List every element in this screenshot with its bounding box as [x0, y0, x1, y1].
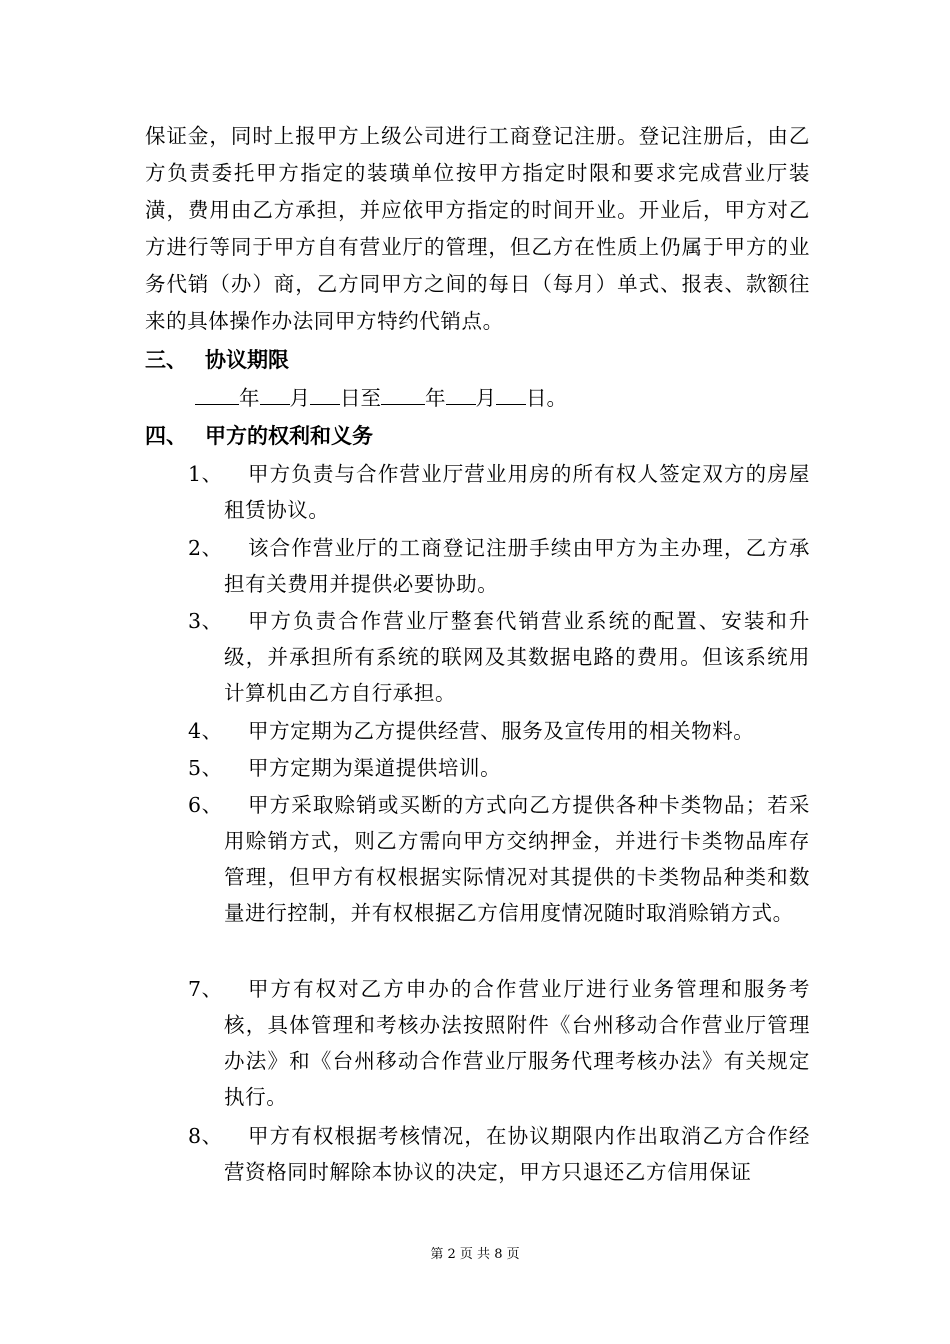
start-day-blank[interactable]	[310, 382, 340, 405]
list-item	[188, 787, 810, 931]
list-item-text: 甲方定期为乙方提供经营、服务及宣传用的相关物料。	[248, 719, 755, 743]
list-item-number: 7、	[188, 977, 223, 1001]
agreement-term-line	[195, 380, 567, 417]
section-4-number: 四、	[145, 424, 187, 448]
start-month-blank[interactable]	[260, 382, 290, 405]
list-item-number: 3、	[188, 609, 223, 633]
list-item-number: 5、	[188, 756, 223, 780]
intro-paragraph: 保证金，同时上报甲方上级公司进行工商登记注册。登记注册后，由乙方负责委托甲方指定的装璜单位按甲方指定时限和要求完成营业厅装潢，费用由乙方承担，并应依甲方指定的时间开业。开业后，甲方对乙方进行等同于甲方自有营业厅的管理，但乙方在性质上仍属于甲方的业务代销（办）商，乙方同甲方之间的每日（每月）单式、报表、款额往来的具体操作办法同甲方特约代销点。	[145, 124, 810, 333]
list-item	[188, 456, 810, 528]
end-month-blank[interactable]	[446, 382, 476, 405]
list-item-text: 该合作营业厅的工商登记注册手续由甲方为主办理，乙方承担有关费用并提供必要协助。	[224, 536, 810, 596]
section-3-number: 三、	[145, 348, 187, 372]
list-item-text: 甲方有权根据考核情况，在协议期限内作出取消乙方合作经营资格同时解除本协议的决定，甲方只退还乙方信用保证	[224, 1124, 810, 1184]
month-label: 月	[289, 386, 310, 410]
list-item-number: 6、	[188, 793, 223, 817]
day-to-label: 日至	[340, 386, 381, 410]
end-year-blank[interactable]	[381, 382, 425, 405]
list-item-number: 1、	[188, 462, 223, 486]
list-item	[188, 713, 810, 749]
list-item-number: 4、	[188, 719, 223, 743]
list-item-number: 2、	[188, 536, 223, 560]
list-item	[188, 530, 810, 602]
list-item-text: 甲方有权对乙方申办的合作营业厅进行业务管理和服务考核，具体管理和考核办法按照附件《台州移动合作营业厅管理办法》和《台州移动合作营业厅服务代理考核办法》有关规定执行。	[224, 977, 810, 1109]
page-footer: 第 2 页 共 8 页	[430, 1247, 520, 1262]
list-item-text: 甲方负责与合作营业厅营业用房的所有权人签定双方的房屋租赁协议。	[224, 462, 810, 522]
list-item	[188, 971, 810, 1115]
list-item-text: 甲方采取赊销或买断的方式向乙方提供各种卡类物品；若采用赊销方式，则乙方需向甲方交纳押金，并进行卡类物品库存管理，但甲方有权根据实际情况对其提供的卡类物品种类和数量进行控制，并有权根据乙方信用度情况随时取消赊销方式。	[224, 793, 810, 925]
list-item-number: 8、	[188, 1124, 223, 1148]
section-4-heading	[145, 418, 373, 455]
year-label: 年	[239, 386, 260, 410]
start-year-blank[interactable]	[195, 382, 239, 405]
list-item	[188, 1118, 810, 1190]
year-label-end: 年	[425, 386, 446, 410]
month-label-end: 月	[475, 386, 496, 410]
list-item	[188, 603, 810, 711]
section-4-title: 甲方的权利和义务	[205, 424, 373, 448]
section-3-title: 协议期限	[205, 348, 289, 372]
day-end-label: 日。	[526, 386, 567, 410]
end-day-blank[interactable]	[496, 382, 526, 405]
list-item-text: 甲方负责合作营业厅整套代销营业系统的配置、安装和升级，并承担所有系统的联网及其数据电路的费用。但该系统用计算机由乙方自行承担。	[224, 609, 810, 705]
list-item	[188, 750, 810, 786]
section-3-heading	[145, 342, 289, 379]
list-item-text: 甲方定期为渠道提供培训。	[248, 756, 502, 780]
